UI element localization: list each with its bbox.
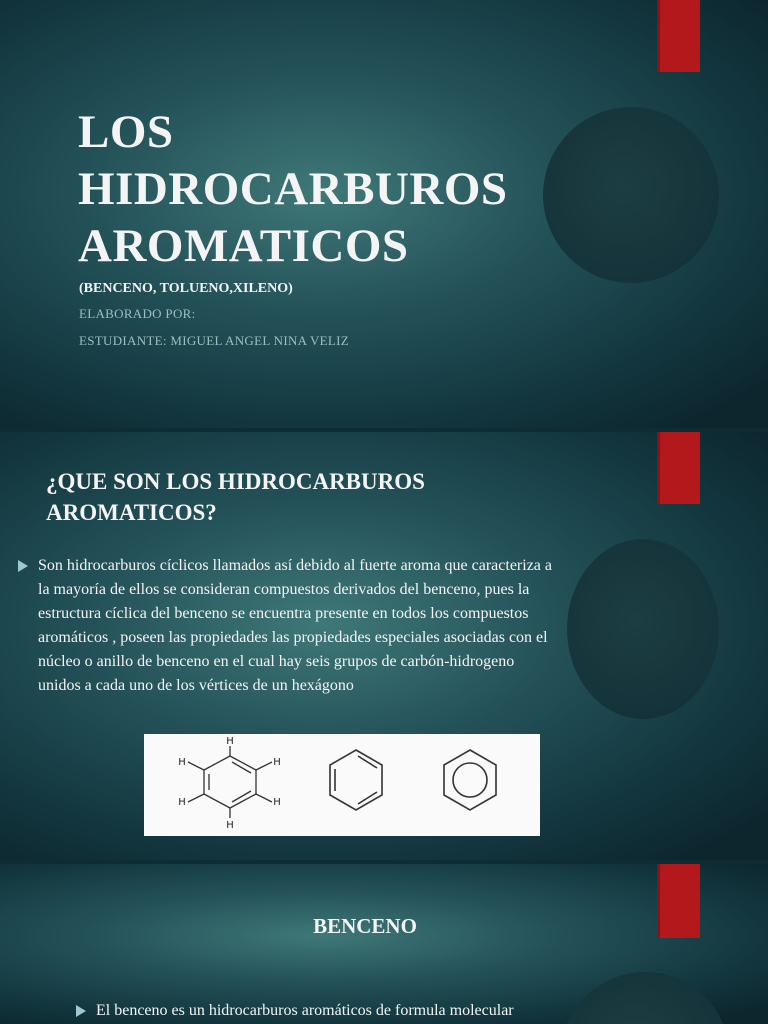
body-line: aromáticos , poseen las propiedades las propiedades especiales asociadas con el	[38, 629, 548, 646]
section-heading: BENCENO	[313, 914, 417, 938]
body-line: unidos a cada uno de los vértices de un hexágono	[38, 677, 354, 694]
body-line: estructura cíclica del benceno se encuentra presente en todos los compuestos	[38, 605, 529, 622]
slide-3	[0, 864, 768, 1024]
author-label: ELABORADO POR:	[79, 306, 196, 321]
author-name: ESTUDIANTE: MIGUEL ANGEL NINA VELIZ	[79, 333, 349, 348]
decorative-circle	[567, 539, 719, 719]
red-accent-bar	[657, 432, 700, 504]
decorative-circle	[560, 972, 730, 1024]
body-paragraph	[38, 554, 552, 698]
title-line: LOS	[78, 106, 174, 158]
atom-label: H	[178, 757, 186, 768]
title-line: HIDROCARBUROS	[78, 163, 508, 215]
decorative-circle	[543, 107, 719, 283]
kekule-structure	[330, 750, 382, 810]
heading-line: ¿QUE SON LOS HIDROCARBUROS	[46, 469, 425, 494]
heading-line: AROMATICOS?	[46, 500, 217, 525]
atom-label: H	[226, 736, 234, 747]
title-line: AROMATICOS	[78, 220, 409, 272]
body-line: Son hidrocarburos cíclicos llamados así debido al fuerte aroma que caracteriza a	[38, 557, 552, 574]
red-accent-bar	[657, 0, 700, 72]
bullet-arrow-icon	[18, 560, 28, 572]
slide-2	[0, 432, 768, 860]
kekule-structure-with-atoms	[188, 746, 272, 818]
subtitle: (BENCENO, TOLUENO,XILENO)	[79, 281, 293, 296]
body-line: la mayoría de ellos se consideran compuestos derivados del benceno, pues la	[38, 581, 530, 598]
section-heading	[46, 466, 425, 528]
page-title	[78, 104, 508, 275]
body-line: núcleo o anillo de benceno en el cual hay seis grupos de carbón-hidrogeno	[38, 653, 515, 670]
atom-label: H	[226, 820, 234, 831]
benzene-structures-figure	[144, 734, 540, 836]
slide-1	[0, 0, 768, 428]
atom-label: H	[273, 797, 281, 808]
body-paragraph: El benceno es un hidrocarburos aromáticos de formula molecular	[96, 1002, 514, 1019]
resonance-structure	[444, 750, 496, 810]
bullet-arrow-icon	[76, 1005, 86, 1017]
atom-label: H	[273, 757, 281, 768]
atom-label: H	[178, 797, 186, 808]
